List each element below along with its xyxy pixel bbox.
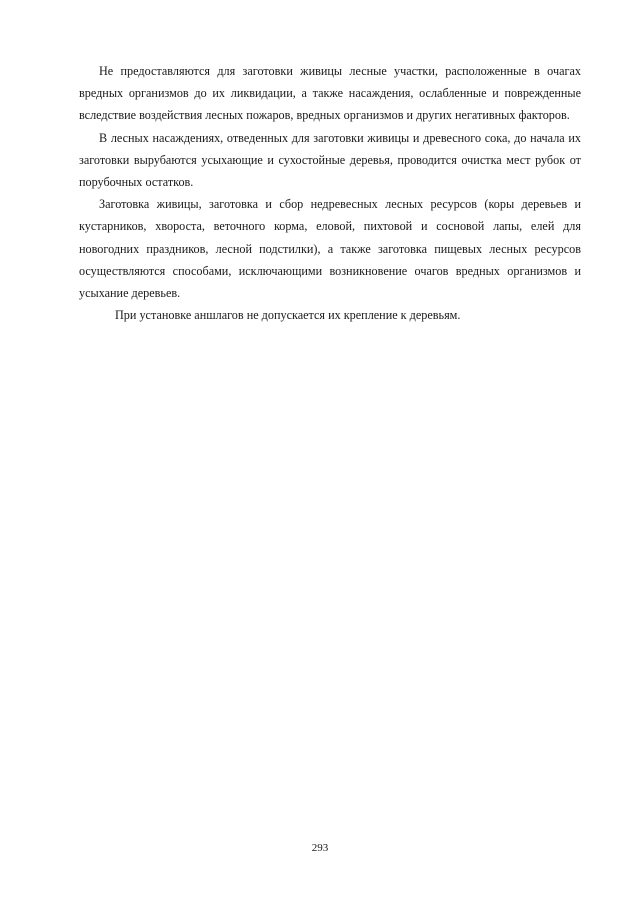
paragraph-stand-clearing: В лесных насаждениях, отведенных для заготовки живицы и древесного сока, до начала их заготовки вырубаются усыхающие и сухостойные деревья, проводится очистка мест рубок от порубочных остатков. <box>79 130 581 190</box>
paragraph-harvesting-methods: Заготовка живицы, заготовка и сбор недревесных лесных ресурсов (коры деревьев и кустарников, хвороста, веточного корма, еловой, пихтовой и сосновой лапы, елей для новогодних праздников, лесной подстилки), а также заготовка пищевых лесных ресурсов осуществляются способами, исключающими возникновение очагов вредных организмов и усыхание деревьев. <box>79 197 581 301</box>
paragraph-resin-exclusions: Не предоставляются для заготовки живицы лесные участки, расположенные в очагах вредных организмов до их ликвидации, а также насаждения, ослабленные и поврежденные вследствие воздействия лесных пожаров, вредных организмов и других негативных факторов. <box>79 64 581 123</box>
page-number: 293 <box>311 842 329 854</box>
body-text <box>79 60 581 326</box>
paragraph-signboards: При установке аншлагов не допускается их крепление к деревьям. <box>115 308 461 323</box>
